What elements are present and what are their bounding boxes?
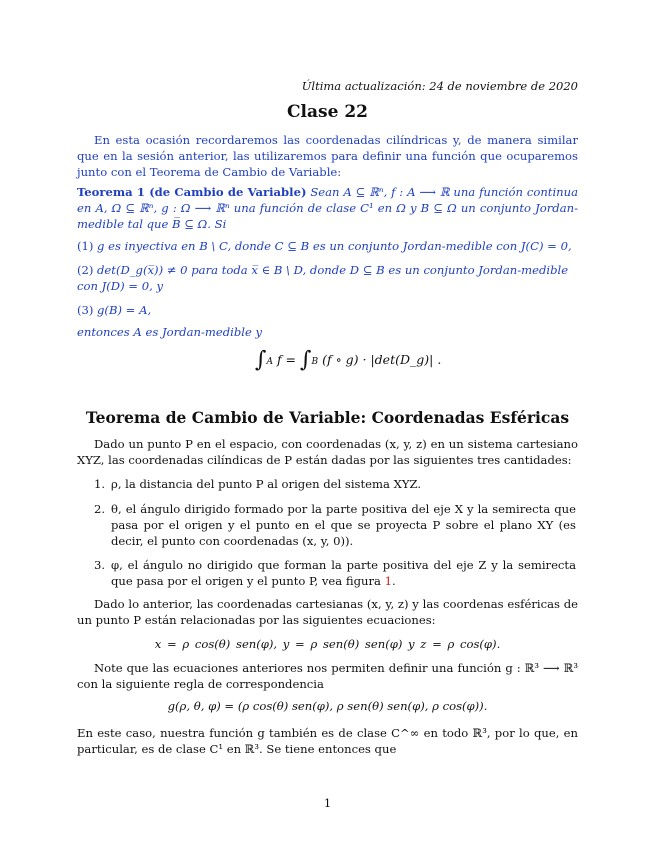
paragraph-function-definition: Note que las ecuaciones anteriores nos permiten definir una función g : ℝ³ ⟶ ℝ³ con la siguiente regla de correspondencia <box>77 661 578 691</box>
integral-sign: ∫ <box>255 347 267 373</box>
integral-domain: B <box>311 357 319 367</box>
page-title: Clase 22 <box>287 102 368 122</box>
condition-text: det(D_g(x̅)) ≠ 0 para toda x̅ ∈ B \ D, donde D ⊆ B es un conjunto Jordan-medible con J(D) = 0, y <box>77 263 569 293</box>
integral-sign: ∫ <box>300 347 312 373</box>
figure-reference-link[interactable]: 1 <box>384 574 393 588</box>
theorem-text: Sean A ⊆ ℝⁿ, f : A ⟶ ℝ una función continua en A, Ω ⊆ ℝⁿ, g : Ω ⟶ ℝⁿ una función de clase C¹ en Ω y B ⊆ Ω un conjunto Jordan-medible tal que B̅ ⊆ Ω. Si <box>77 185 578 231</box>
condition-number: (1) <box>77 239 94 253</box>
paragraph-relations: Dado lo anterior, las coordenadas cartesianas (x, y, z) y las coordenas esféricas de un punto P están relacionadas por las siguientes ecuaciones: <box>77 597 578 627</box>
list-number: 2. <box>93 502 105 516</box>
condition-text: g es inyectiva en B \ C, donde C ⊆ B es un conjunto Jordan-medible con J(C) = 0, <box>97 239 572 253</box>
last-updated-note: Última actualización: 24 de noviembre de 2020 <box>301 79 578 93</box>
integral-domain: A <box>266 357 273 367</box>
theorem-label: Teorema 1 (de Cambio de Variable) <box>77 185 307 199</box>
integral-integrand: f = <box>276 352 297 367</box>
condition-number: (2) <box>77 263 94 277</box>
list-text: φ, el ángulo no dirigido que forman la parte positiva del eje Z y la semirecta que pasa por el origen y el punto P, vea figura 1. <box>111 558 576 588</box>
list-text: ρ, la distancia del punto P al origen del sistema XYZ. <box>111 477 422 491</box>
integral-integrand: (f ∘ g) · |det(D_g)| . <box>322 352 442 367</box>
theorem-condition-1 <box>77 238 578 254</box>
list-number: 3. <box>93 558 105 572</box>
page-number: 1 <box>323 796 332 810</box>
paragraph-coordinates: Dado un punto P en el espacio, con coordenadas (x, y, z) en un sistema cartesiano XYZ, las coordenadas cilíndicas de P están dadas por las siguientes tres cantidades: <box>77 437 578 467</box>
theorem-condition-3 <box>77 302 578 318</box>
condition-text: g(B) = A, <box>97 303 152 317</box>
list-item <box>77 557 578 589</box>
intro-paragraph: En esta ocasión recordaremos las coordenadas cilíndricas y, de manera similar que en la sesión anterior, las utilizaremos para definir una función que ocuparemos junto con el Teorema de Cambio de Variable: <box>77 133 578 179</box>
condition-number: (3) <box>77 303 94 317</box>
list-number: 1. <box>93 477 105 491</box>
list-text: θ, el ángulo dirigido formado por la parte positiva del eje X y la semirecta que pasa por el origen y el punto en el que se proyecta P sobre el plano XY (es decir, el punto con coordenadas (x, y, 0)). <box>111 502 576 548</box>
change-of-variable-formula <box>255 347 442 373</box>
theorem-statement <box>77 184 578 232</box>
function-g-equation: g(ρ, θ, φ) = (ρ cos(θ) sen(φ), ρ sen(θ) sen(φ), ρ cos(φ)). <box>167 699 488 713</box>
list-item <box>77 501 578 549</box>
list-item <box>77 476 578 492</box>
section-heading: Teorema de Cambio de Variable: Coordenadas Esféricas <box>85 408 570 427</box>
spherical-equations: x = ρ cos(θ) sen(φ), y = ρ sen(θ) sen(φ) y z = ρ cos(φ). <box>154 637 501 651</box>
paragraph-class: En este caso, nuestra función g también es de clase C^∞ en todo ℝ³, por lo que, en particular, es de clase C¹ en ℝ³. Se tiene entonces que <box>77 726 578 756</box>
theorem-conclusion: entonces A es Jordan-medible y <box>77 325 263 339</box>
theorem-condition-2 <box>77 262 578 294</box>
